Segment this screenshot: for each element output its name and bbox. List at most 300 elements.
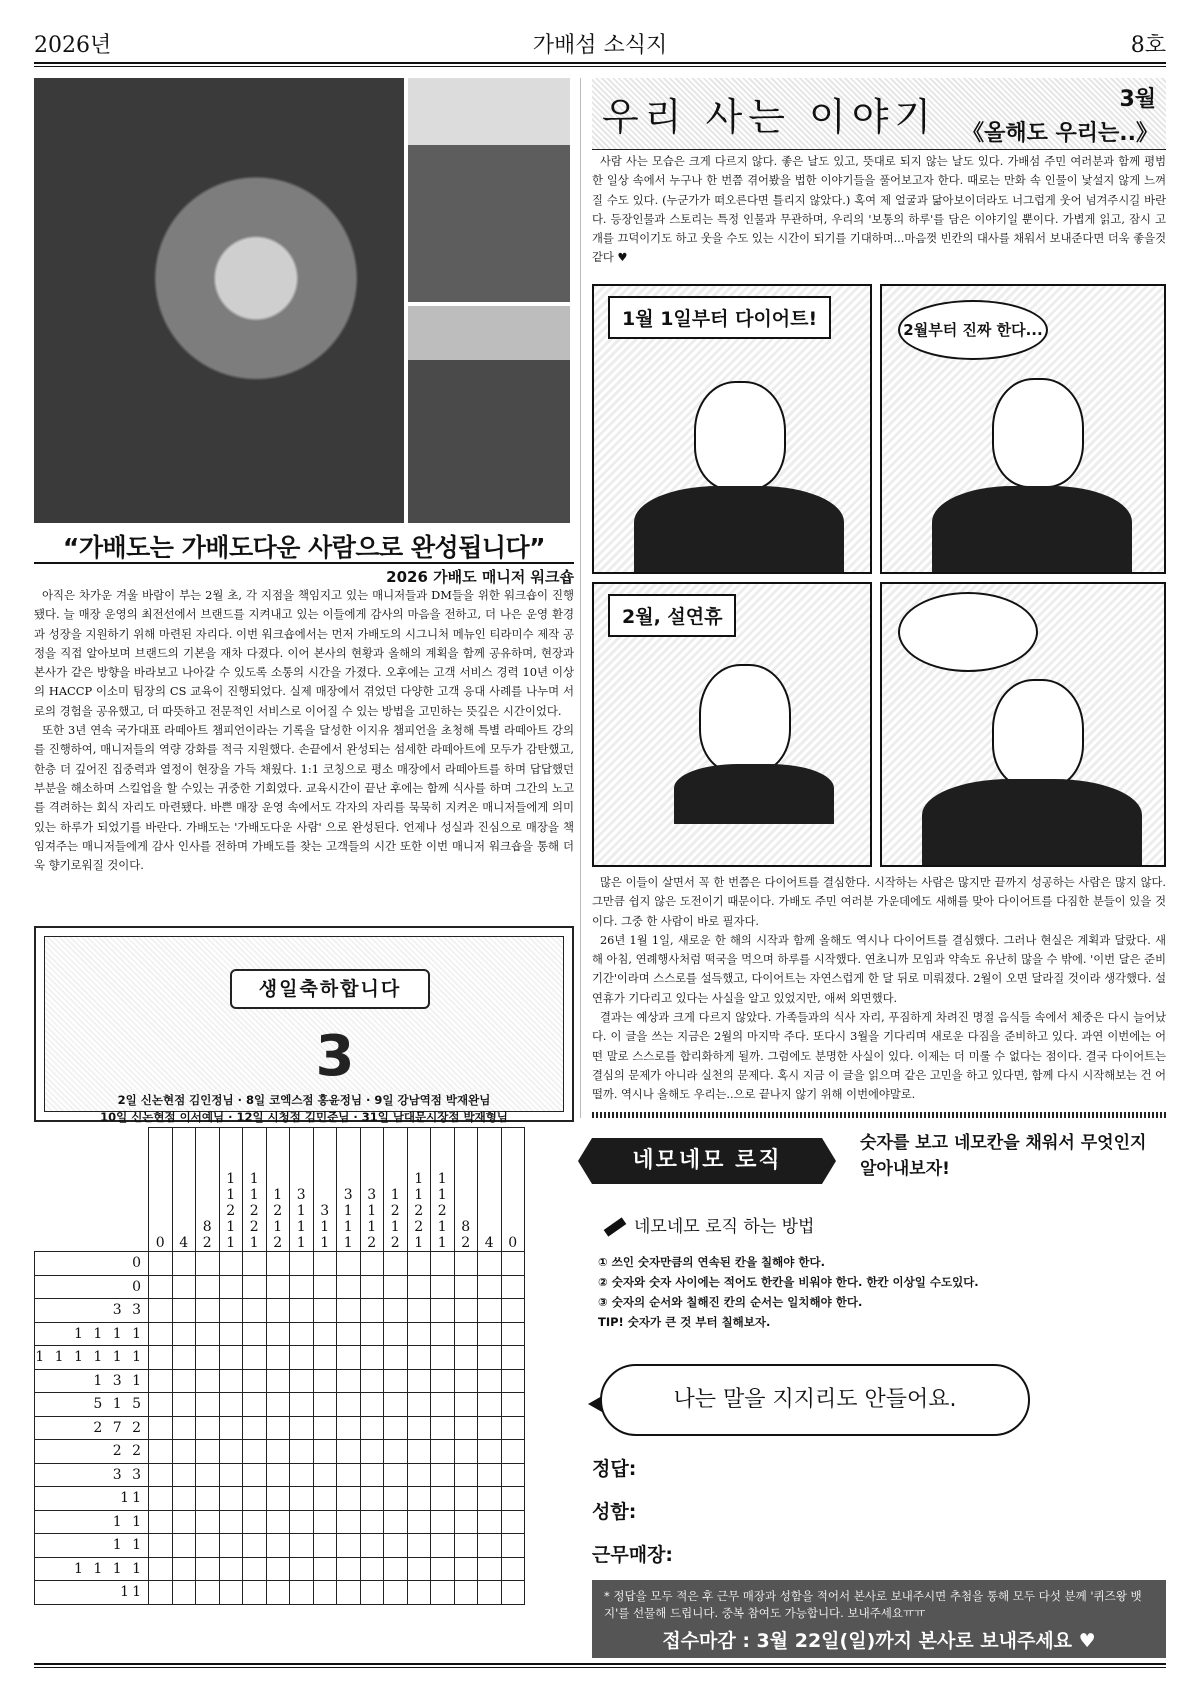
- grid-cell[interactable]: [478, 1557, 502, 1581]
- grid-cell[interactable]: [431, 1487, 455, 1511]
- grid-cell[interactable]: [337, 1440, 361, 1464]
- grid-cell[interactable]: [407, 1510, 431, 1534]
- grid-cell[interactable]: [313, 1252, 337, 1276]
- grid-cell[interactable]: [172, 1581, 196, 1605]
- character-body: [674, 764, 834, 824]
- grid-cell[interactable]: [337, 1463, 361, 1487]
- grid-cell[interactable]: [172, 1346, 196, 1370]
- grid-cell[interactable]: [454, 1416, 478, 1440]
- grid-cell[interactable]: [478, 1369, 502, 1393]
- grid-cell[interactable]: [313, 1322, 337, 1346]
- grid-cell[interactable]: [431, 1299, 455, 1323]
- header-rule-thin: [34, 66, 1166, 67]
- grid-cell[interactable]: [431, 1510, 455, 1534]
- grid-cell[interactable]: [266, 1369, 290, 1393]
- grid-cell[interactable]: [243, 1346, 267, 1370]
- grid-cell[interactable]: [501, 1581, 525, 1605]
- grid-cell[interactable]: [266, 1440, 290, 1464]
- birthday-list-line: 2일 신논현점 김인정님 · 8일 코엑스점 홍윤정님 · 9일 강남역점 박재완님: [117, 1093, 491, 1107]
- grid-cell[interactable]: [313, 1440, 337, 1464]
- grid-cell[interactable]: [407, 1557, 431, 1581]
- header-issue: 8호: [1130, 33, 1166, 58]
- grid-cell[interactable]: [243, 1322, 267, 1346]
- grid-cell[interactable]: [219, 1252, 243, 1276]
- grid-cell[interactable]: [290, 1463, 314, 1487]
- grid-cell[interactable]: [407, 1369, 431, 1393]
- grid-cell[interactable]: [266, 1416, 290, 1440]
- grid-cell[interactable]: [290, 1510, 314, 1534]
- grid-cell[interactable]: [149, 1534, 173, 1558]
- grid-cell[interactable]: [454, 1487, 478, 1511]
- grid-cell[interactable]: [219, 1534, 243, 1558]
- store-field-label: 근무매장:: [592, 1544, 674, 1566]
- character-body: [922, 779, 1142, 867]
- grid-cell[interactable]: [360, 1322, 384, 1346]
- grid-cell[interactable]: [407, 1416, 431, 1440]
- grid-cell[interactable]: [172, 1440, 196, 1464]
- feature-article: [34, 586, 574, 875]
- grid-cell[interactable]: [219, 1463, 243, 1487]
- grid-cell[interactable]: [243, 1581, 267, 1605]
- clue-number: 3: [367, 1187, 377, 1203]
- logic-label: 네모네모 로직: [592, 1138, 822, 1184]
- grid-cell[interactable]: [149, 1440, 173, 1464]
- grid-cell[interactable]: [337, 1510, 361, 1534]
- row-clue: 2 2: [35, 1440, 149, 1464]
- grid-cell[interactable]: [384, 1534, 408, 1558]
- grid-cell[interactable]: [219, 1557, 243, 1581]
- grid-cell[interactable]: [478, 1581, 502, 1605]
- grid-cell[interactable]: [149, 1346, 173, 1370]
- grid-cell[interactable]: [384, 1369, 408, 1393]
- character-body: [932, 486, 1132, 574]
- grid-cell[interactable]: [360, 1510, 384, 1534]
- row-clue: 2 7 2: [35, 1416, 149, 1440]
- grid-cell[interactable]: [149, 1322, 173, 1346]
- nonogram-table[interactable]: [34, 1127, 525, 1605]
- grid-cell[interactable]: [243, 1369, 267, 1393]
- story-paragraph: 26년 1월 1일, 새로운 한 해의 시작과 함께 올해도 역시나 다이어트를 결심했다. 그러나 현실은 계획과 달랐다. 새해 아침, 연례행사처럼 떡국을 먹으며 하루를 시작했다. 연초니까 모임과 약속도 유난히 많을 수 밖에. '이번 달은 준비 기간'이라며 스스로를 설득했고, 다이어트는 자연스럽게 한 달 뒤로 미뤄졌다. 2월이 오면 달라질 것이라 생각했다. 설 연휴가 기다리고 있다는 사실을 알고 있었지만, 애써 외면했다.: [592, 933, 1166, 1005]
- clue-number: 2: [249, 1203, 259, 1219]
- story-paragraph: 결과는 예상과 크게 다르지 않았다. 가족들과의 식사 자리, 푸짐하게 차려진 명절 음식들 속에서 체중은 다시 늘어났다. 이 글을 쓰는 지금은 2월의 마지막 주다. 또다시 3월을 기다리며 새로운 다짐을 준비하고 있다. 과연 이번에는 어떤 말로 스스로를 합리화하게 될까. 그럼에도 분명한 사실이 있다. 이제는 더 미룰 수 없다는 점이다. 결국 다이어트는 결심의 문제가 아니라 실천의 문제다. 혹시 지금 이 글을 읽으며 같은 고민을 하고 있다면, 함께 다시 시작해보는 건 어떨까. 역시나 올해도 우리는..으로 끝나지 않기 위해 이번에야말로.: [592, 1011, 1166, 1102]
- grid-cell[interactable]: [431, 1463, 455, 1487]
- grid-cell[interactable]: [407, 1299, 431, 1323]
- grid-cell[interactable]: [313, 1299, 337, 1323]
- grid-cell[interactable]: [172, 1557, 196, 1581]
- grid-cell[interactable]: [431, 1416, 455, 1440]
- grid-cell[interactable]: [454, 1275, 478, 1299]
- grid-cell[interactable]: [431, 1275, 455, 1299]
- grid-cell[interactable]: [219, 1275, 243, 1299]
- row-clue: 11: [35, 1581, 149, 1605]
- panel-caption: 1월 1일부터 다이어트!: [608, 296, 831, 339]
- grid-cell[interactable]: [219, 1510, 243, 1534]
- grid-cell[interactable]: [266, 1346, 290, 1370]
- grid-cell[interactable]: [266, 1581, 290, 1605]
- grid-cell[interactable]: [196, 1510, 220, 1534]
- grid-cell[interactable]: [501, 1487, 525, 1511]
- clue-number: 0: [155, 1235, 165, 1251]
- grid-cell[interactable]: [407, 1440, 431, 1464]
- grid-cell[interactable]: [478, 1416, 502, 1440]
- clue-number: 1: [249, 1187, 259, 1203]
- grid-cell[interactable]: [407, 1487, 431, 1511]
- grid-cell[interactable]: [501, 1416, 525, 1440]
- column-clue: [313, 1128, 337, 1252]
- grid-cell[interactable]: [149, 1369, 173, 1393]
- grid-cell[interactable]: [290, 1369, 314, 1393]
- grid-cell[interactable]: [266, 1510, 290, 1534]
- row-clue: 11: [35, 1487, 149, 1511]
- grid-cell[interactable]: [196, 1534, 220, 1558]
- grid-cell[interactable]: [407, 1463, 431, 1487]
- grid-cell[interactable]: [219, 1346, 243, 1370]
- grid-cell[interactable]: [313, 1581, 337, 1605]
- grid-cell[interactable]: [313, 1275, 337, 1299]
- grid-cell[interactable]: [360, 1557, 384, 1581]
- grid-cell[interactable]: [313, 1534, 337, 1558]
- grid-cell[interactable]: [172, 1322, 196, 1346]
- grid-cell[interactable]: [384, 1440, 408, 1464]
- grid-cell[interactable]: [407, 1534, 431, 1558]
- grid-cell[interactable]: [360, 1463, 384, 1487]
- grid-cell[interactable]: [501, 1534, 525, 1558]
- grid-cell[interactable]: [266, 1252, 290, 1276]
- grid-cell[interactable]: [172, 1252, 196, 1276]
- grid-cell[interactable]: [360, 1581, 384, 1605]
- grid-cell[interactable]: [196, 1275, 220, 1299]
- grid-cell[interactable]: [337, 1534, 361, 1558]
- grid-cell[interactable]: [313, 1557, 337, 1581]
- clue-number: 1: [226, 1171, 236, 1187]
- clue-number: 1: [226, 1187, 236, 1203]
- grid-cell[interactable]: [478, 1487, 502, 1511]
- grid-cell[interactable]: [478, 1393, 502, 1417]
- submission-deadline: 접수마감 : 3월 22일(일)까지 본사로 보내주세요 ♥: [662, 1630, 1096, 1652]
- clue-number: 1: [249, 1235, 259, 1251]
- grid-cell[interactable]: [196, 1369, 220, 1393]
- grid-cell[interactable]: [431, 1534, 455, 1558]
- grid-cell[interactable]: [243, 1463, 267, 1487]
- grid-cell[interactable]: [454, 1557, 478, 1581]
- grid-cell[interactable]: [219, 1369, 243, 1393]
- grid-cell[interactable]: [266, 1557, 290, 1581]
- grid-cell[interactable]: [478, 1346, 502, 1370]
- grid-cell[interactable]: [478, 1299, 502, 1323]
- grid-cell[interactable]: [290, 1393, 314, 1417]
- grid-cell[interactable]: [266, 1487, 290, 1511]
- grid-cell[interactable]: [196, 1440, 220, 1464]
- grid-cell[interactable]: [172, 1487, 196, 1511]
- grid-cell[interactable]: [501, 1299, 525, 1323]
- grid-cell[interactable]: [243, 1440, 267, 1464]
- grid-cell[interactable]: [431, 1369, 455, 1393]
- grid-cell[interactable]: [360, 1275, 384, 1299]
- character-body: [634, 486, 844, 574]
- grid-cell[interactable]: [313, 1346, 337, 1370]
- row-clue: 0: [35, 1275, 149, 1299]
- grid-cell[interactable]: [149, 1463, 173, 1487]
- grid-cell[interactable]: [149, 1275, 173, 1299]
- grid-cell[interactable]: [196, 1252, 220, 1276]
- grid-cell[interactable]: [384, 1252, 408, 1276]
- grid-cell[interactable]: [454, 1534, 478, 1558]
- grid-cell[interactable]: [337, 1581, 361, 1605]
- character-face: [992, 679, 1084, 789]
- grid-cell[interactable]: [172, 1534, 196, 1558]
- grid-cell[interactable]: [313, 1393, 337, 1417]
- grid-cell[interactable]: [243, 1487, 267, 1511]
- grid-cell[interactable]: [219, 1322, 243, 1346]
- grid-cell[interactable]: [313, 1463, 337, 1487]
- grid-cell[interactable]: [337, 1346, 361, 1370]
- grid-cell[interactable]: [243, 1393, 267, 1417]
- grid-cell[interactable]: [501, 1346, 525, 1370]
- grid-cell[interactable]: [501, 1275, 525, 1299]
- column-clue: [337, 1128, 361, 1252]
- story-title: 우리 사는 이야기: [602, 95, 938, 139]
- grid-cell[interactable]: [337, 1369, 361, 1393]
- grid-cell[interactable]: [407, 1346, 431, 1370]
- grid-cell[interactable]: [290, 1534, 314, 1558]
- grid-cell[interactable]: [501, 1510, 525, 1534]
- grid-cell[interactable]: [290, 1275, 314, 1299]
- grid-cell[interactable]: [219, 1440, 243, 1464]
- grid-cell[interactable]: [196, 1463, 220, 1487]
- grid-cell[interactable]: [313, 1416, 337, 1440]
- column-clue: [360, 1128, 384, 1252]
- grid-cell[interactable]: [431, 1252, 455, 1276]
- grid-cell[interactable]: [454, 1393, 478, 1417]
- grid-cell[interactable]: [454, 1322, 478, 1346]
- grid-cell[interactable]: [149, 1557, 173, 1581]
- grid-cell[interactable]: [360, 1534, 384, 1558]
- grid-cell[interactable]: [172, 1275, 196, 1299]
- grid-cell[interactable]: [384, 1393, 408, 1417]
- grid-cell[interactable]: [337, 1275, 361, 1299]
- grid-cell[interactable]: [501, 1393, 525, 1417]
- grid-cell[interactable]: [478, 1275, 502, 1299]
- grid-cell[interactable]: [360, 1487, 384, 1511]
- grid-cell[interactable]: [196, 1581, 220, 1605]
- grid-cell[interactable]: [360, 1440, 384, 1464]
- grid-cell[interactable]: [196, 1299, 220, 1323]
- grid-cell[interactable]: [360, 1346, 384, 1370]
- grid-cell[interactable]: [431, 1346, 455, 1370]
- grid-cell[interactable]: [149, 1299, 173, 1323]
- grid-cell[interactable]: [478, 1463, 502, 1487]
- grid-cell[interactable]: [454, 1252, 478, 1276]
- grid-cell[interactable]: [431, 1393, 455, 1417]
- grid-cell[interactable]: [313, 1369, 337, 1393]
- grid-cell[interactable]: [431, 1557, 455, 1581]
- grid-cell[interactable]: [266, 1322, 290, 1346]
- grid-cell[interactable]: [196, 1346, 220, 1370]
- grid-cell[interactable]: [313, 1487, 337, 1511]
- grid-cell[interactable]: [290, 1487, 314, 1511]
- grid-cell[interactable]: [454, 1346, 478, 1370]
- grid-cell[interactable]: [172, 1416, 196, 1440]
- grid-cell[interactable]: [384, 1557, 408, 1581]
- feature-paragraph: 또한 3년 연속 국가대표 라떼아트 챔피언이라는 기록을 달성한 이지유 챔피언을 초청해 특별 라떼아트 강의를 진행하여, 매니저들의 역량 강화를 적극 지원했다. 손끝에서 완성되는 섬세한 라떼아트에 모두가 감탄했고, 한층 더 깊어진 집중력과 열정이 현장을 가득 채웠다. 1:1 코칭으로 평소 매장에서 라떼아트를 하며 답답했던 부분을 해소하며 스킬업을 할 수있는 귀중한 기회였다. 교육시간이 끝난 후에는 함께 식사를 하며 그간의 노고를 격려하는 회식 자리도 마련됐다. 바쁜 매장 운영 속에서도 각자의 자리를 묵묵히 지켜온 매니저들에게 의미있는 하루가 되었기를 바란다. 가배도는 '가배도다운 사람' 으로 완성된다. 언제나 성실과 진심으로 매장을 책임져주는 매니저들에게 감사 인사를 전하며 가배도를 찾는 고객들의 시간 또한 이번 매니저 워크숍을 통해 더욱 향기로워질 것이다.: [34, 723, 574, 873]
- clue-number: 1: [296, 1203, 306, 1219]
- grid-cell[interactable]: [313, 1510, 337, 1534]
- grid-cell[interactable]: [454, 1369, 478, 1393]
- grid-cell[interactable]: [172, 1510, 196, 1534]
- clue-number: 2: [461, 1235, 471, 1251]
- grid-cell[interactable]: [266, 1299, 290, 1323]
- rules-list: [598, 1252, 1158, 1332]
- grid-cell[interactable]: [219, 1393, 243, 1417]
- grid-cell[interactable]: [337, 1557, 361, 1581]
- grid-cell[interactable]: [149, 1393, 173, 1417]
- grid-cell[interactable]: [384, 1346, 408, 1370]
- grid-cell[interactable]: [337, 1322, 361, 1346]
- grid-cell[interactable]: [407, 1322, 431, 1346]
- grid-cell[interactable]: [478, 1440, 502, 1464]
- grid-cell[interactable]: [360, 1393, 384, 1417]
- grid-cell[interactable]: [360, 1416, 384, 1440]
- grid-cell[interactable]: [431, 1581, 455, 1605]
- grid-cell[interactable]: [149, 1487, 173, 1511]
- grid-cell[interactable]: [266, 1275, 290, 1299]
- grid-cell[interactable]: [360, 1252, 384, 1276]
- grid-cell[interactable]: [337, 1487, 361, 1511]
- grid-cell[interactable]: [337, 1299, 361, 1323]
- grid-cell[interactable]: [407, 1252, 431, 1276]
- panel-caption: 2월, 설연휴: [608, 594, 736, 637]
- grid-cell[interactable]: [219, 1487, 243, 1511]
- column-clue: [219, 1128, 243, 1252]
- grid-cell[interactable]: [501, 1440, 525, 1464]
- grid-cell[interactable]: [360, 1299, 384, 1323]
- grid-cell[interactable]: [454, 1440, 478, 1464]
- grid-cell[interactable]: [149, 1252, 173, 1276]
- grid-cell[interactable]: [478, 1322, 502, 1346]
- grid-cell[interactable]: [360, 1369, 384, 1393]
- grid-cell[interactable]: [454, 1510, 478, 1534]
- grid-cell[interactable]: [266, 1463, 290, 1487]
- grid-cell[interactable]: [290, 1252, 314, 1276]
- grid-cell[interactable]: [407, 1275, 431, 1299]
- grid-cell[interactable]: [149, 1581, 173, 1605]
- grid-cell[interactable]: [337, 1252, 361, 1276]
- howto-label: 네모네모 로직 하는 방법: [634, 1217, 815, 1237]
- clue-number: 2: [226, 1203, 236, 1219]
- clue-number: 2: [414, 1203, 424, 1219]
- grid-cell[interactable]: [384, 1275, 408, 1299]
- grid-cell[interactable]: [219, 1581, 243, 1605]
- grid-cell[interactable]: [290, 1581, 314, 1605]
- grid-cell[interactable]: [196, 1322, 220, 1346]
- grid-cell[interactable]: [290, 1440, 314, 1464]
- grid-cell[interactable]: [384, 1416, 408, 1440]
- story-article: [592, 873, 1166, 1105]
- clue-number: 1: [320, 1219, 330, 1235]
- grid-cell[interactable]: [478, 1534, 502, 1558]
- submission-box: [592, 1580, 1166, 1658]
- grid-cell[interactable]: [243, 1252, 267, 1276]
- column-clue: [266, 1128, 290, 1252]
- grid-cell[interactable]: [243, 1299, 267, 1323]
- grid-cell[interactable]: [243, 1416, 267, 1440]
- grid-cell[interactable]: [290, 1322, 314, 1346]
- grid-cell[interactable]: [149, 1510, 173, 1534]
- clue-number: 1: [273, 1219, 283, 1235]
- nonogram-grid[interactable]: [34, 1127, 525, 1605]
- hint-speech-bubble: 나는 말을 지지리도 안들어요.: [600, 1364, 1030, 1436]
- clue-number: 1: [226, 1219, 236, 1235]
- grid-cell[interactable]: [219, 1299, 243, 1323]
- grid-cell[interactable]: [454, 1463, 478, 1487]
- story-intro-text: 사람 사는 모습은 크게 다르지 않다. 좋은 날도 있고, 뜻대로 되지 않는 날도 있다. 가배섬 주민 여러분과 함께 평범한 일상 속에서 누구나 한 번쯤 겪어봤을 법한 이야기들을 풀어보고자 한다. 때로는 만화 속 인물이 낯설지 않게 느껴질 수도 있다. (누군가가 떠오른다면 틀리지 않았다.) 혹여 제 얼굴과 닮아보이더라도 너그럽게 웃어 넘겨주시길 바란다. 등장인물과 스토리는 특정 인물과 무관하며, 우리의 '보통의 하루'를 담은 이야기일 뿐이다. 가볍게 읽고, 잠시 고개를 끄덕이기도 하고 웃을 수도 있는 시간이 되기를 기대하며...마음껏 빈칸의 대사를 채워서 보내준다면 더욱 좋을것같다 ♥: [592, 155, 1166, 265]
- grid-cell[interactable]: [172, 1299, 196, 1323]
- grid-cell[interactable]: [478, 1252, 502, 1276]
- grid-cell[interactable]: [384, 1322, 408, 1346]
- grid-cell[interactable]: [501, 1252, 525, 1276]
- grid-cell[interactable]: [196, 1416, 220, 1440]
- grid-cell[interactable]: [431, 1322, 455, 1346]
- grid-cell[interactable]: [384, 1581, 408, 1605]
- grid-cell[interactable]: [243, 1557, 267, 1581]
- clue-number: 3: [320, 1203, 330, 1219]
- grid-cell[interactable]: [407, 1581, 431, 1605]
- grid-cell[interactable]: [172, 1393, 196, 1417]
- rule-item: TIP! 숫자가 큰 것 부터 칠해보자.: [598, 1315, 771, 1329]
- grid-cell[interactable]: [407, 1393, 431, 1417]
- grid-cell[interactable]: [290, 1299, 314, 1323]
- clue-number: 1: [414, 1235, 424, 1251]
- grid-cell[interactable]: [337, 1416, 361, 1440]
- grid-cell[interactable]: [384, 1299, 408, 1323]
- grid-cell[interactable]: [454, 1299, 478, 1323]
- grid-cell[interactable]: [384, 1463, 408, 1487]
- grid-cell[interactable]: [501, 1369, 525, 1393]
- grid-cell[interactable]: [243, 1510, 267, 1534]
- grid-cell[interactable]: [454, 1581, 478, 1605]
- grid-cell[interactable]: [290, 1557, 314, 1581]
- row-clue: 1 1: [35, 1510, 149, 1534]
- grid-cell[interactable]: [290, 1346, 314, 1370]
- birthday-banner: 생일축하합니다: [230, 969, 430, 1009]
- grid-cell[interactable]: [501, 1463, 525, 1487]
- grid-cell[interactable]: [243, 1534, 267, 1558]
- grid-cell[interactable]: [478, 1510, 502, 1534]
- grid-cell[interactable]: [149, 1416, 173, 1440]
- grid-cell[interactable]: [290, 1416, 314, 1440]
- clue-number: 2: [367, 1235, 377, 1251]
- grid-cell[interactable]: [196, 1487, 220, 1511]
- grid-cell[interactable]: [501, 1322, 525, 1346]
- grid-cell[interactable]: [384, 1510, 408, 1534]
- clue-number: 1: [343, 1219, 353, 1235]
- grid-cell[interactable]: [266, 1393, 290, 1417]
- workshop-photo-2: [408, 306, 570, 523]
- section-divider: [592, 1112, 1166, 1118]
- grid-cell[interactable]: [219, 1416, 243, 1440]
- grid-cell[interactable]: [172, 1369, 196, 1393]
- grid-cell[interactable]: [337, 1393, 361, 1417]
- grid-cell[interactable]: [196, 1393, 220, 1417]
- grid-cell[interactable]: [243, 1275, 267, 1299]
- grid-cell[interactable]: [384, 1487, 408, 1511]
- grid-cell[interactable]: [266, 1534, 290, 1558]
- grid-cell[interactable]: [501, 1557, 525, 1581]
- grid-cell[interactable]: [196, 1557, 220, 1581]
- grid-cell[interactable]: [431, 1440, 455, 1464]
- grid-cell[interactable]: [172, 1463, 196, 1487]
- clue-number: 2: [202, 1235, 212, 1251]
